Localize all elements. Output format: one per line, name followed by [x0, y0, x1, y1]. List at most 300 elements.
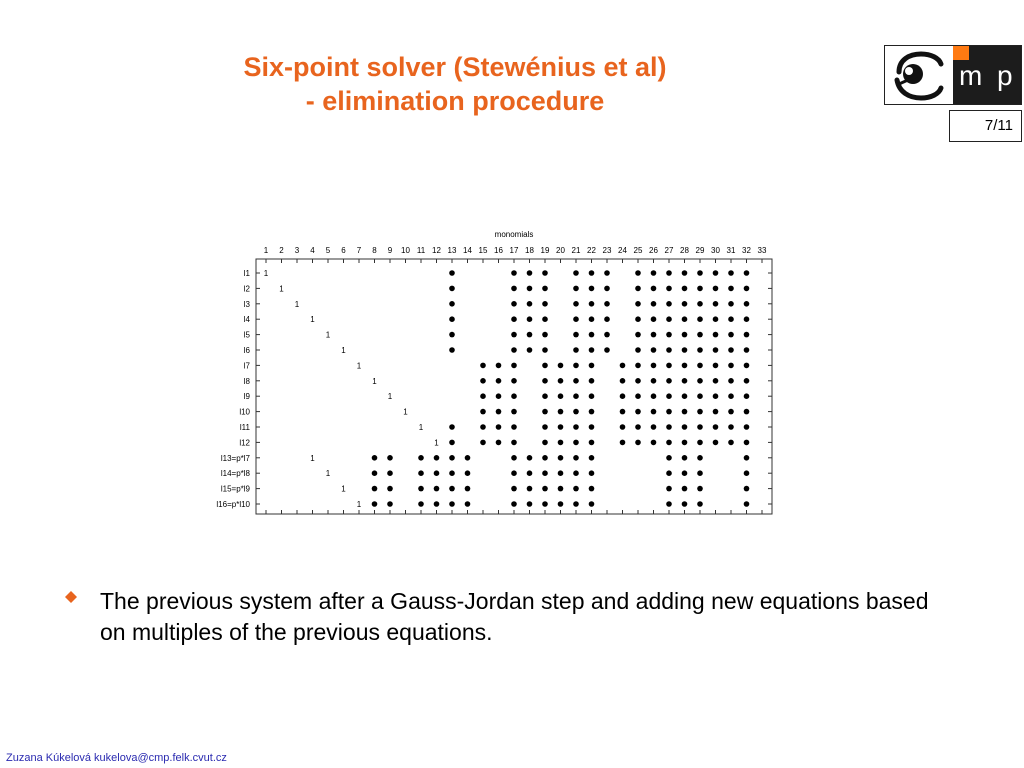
unit-entry: 1 [372, 376, 377, 386]
nonzero-entry [465, 501, 471, 507]
logo-letter-m: m [959, 60, 983, 91]
column-label: 10 [401, 246, 410, 255]
nonzero-entry [589, 393, 595, 399]
nonzero-entry [744, 424, 750, 430]
nonzero-entry [635, 347, 641, 353]
nonzero-entry [418, 470, 424, 476]
nonzero-entry [651, 409, 657, 415]
nonzero-entry [573, 316, 579, 322]
nonzero-entry [573, 378, 579, 384]
nonzero-entry [542, 286, 548, 292]
nonzero-entry [434, 501, 440, 507]
nonzero-entry [418, 455, 424, 461]
nonzero-entry [542, 440, 548, 446]
nonzero-entry [573, 393, 579, 399]
nonzero-entry [527, 270, 533, 276]
nonzero-entry [666, 486, 672, 492]
nonzero-entry [744, 440, 750, 446]
nonzero-entry [682, 286, 688, 292]
nonzero-entry [589, 409, 595, 415]
unit-entry: 1 [341, 484, 346, 494]
cmp-letters [953, 46, 1021, 104]
unit-entry: 1 [403, 407, 408, 417]
column-label: 13 [447, 246, 457, 255]
nonzero-entry [620, 424, 626, 430]
nonzero-entry [511, 440, 517, 446]
nonzero-entry [387, 455, 393, 461]
nonzero-entry [449, 455, 455, 461]
nonzero-entry [372, 501, 378, 507]
nonzero-entry [372, 455, 378, 461]
cmp-logo [884, 45, 1022, 105]
nonzero-entry [682, 270, 688, 276]
nonzero-entry [604, 301, 610, 307]
matrix-header-label: monomials [494, 230, 534, 239]
nonzero-entry [666, 301, 672, 307]
nonzero-entry [728, 378, 734, 384]
nonzero-entry [542, 316, 548, 322]
nonzero-entry [511, 501, 517, 507]
unit-entry: 1 [325, 469, 331, 479]
nonzero-entry [527, 332, 533, 338]
nonzero-entry [511, 470, 517, 476]
nonzero-entry [511, 378, 517, 384]
column-label: 5 [325, 246, 331, 255]
nonzero-entry [682, 409, 688, 415]
nonzero-entry [434, 486, 440, 492]
column-label: 2 [279, 246, 284, 255]
unit-entry: 1 [341, 346, 346, 355]
nonzero-entry [573, 347, 579, 353]
nonzero-entry [713, 378, 719, 384]
nonzero-entry [542, 301, 548, 307]
nonzero-entry [666, 501, 672, 507]
nonzero-entry [635, 316, 641, 322]
nonzero-entry [713, 393, 719, 399]
nonzero-entry [511, 286, 517, 292]
row-label: l10 [239, 407, 250, 417]
nonzero-entry [589, 455, 595, 461]
nonzero-entry [480, 378, 486, 384]
nonzero-entry [527, 470, 533, 476]
nonzero-entry [573, 270, 579, 276]
column-label: 29 [695, 246, 705, 255]
column-label: 18 [525, 246, 534, 255]
nonzero-entry [682, 347, 688, 353]
nonzero-entry [744, 455, 750, 461]
nonzero-entry [449, 347, 455, 353]
nonzero-entry [620, 363, 626, 369]
nonzero-entry [589, 347, 595, 353]
nonzero-entry [651, 301, 657, 307]
nonzero-entry [697, 470, 703, 476]
nonzero-entry [682, 363, 688, 369]
column-label: 24 [618, 246, 627, 255]
nonzero-entry [635, 301, 641, 307]
nonzero-entry [713, 363, 719, 369]
bullet-text: The previous system after a Gauss-Jordan step and adding new equations based on multiples of the previous equations. [100, 588, 929, 645]
nonzero-entry [558, 455, 564, 461]
column-label: 19 [540, 246, 550, 255]
nonzero-entry [651, 316, 657, 322]
column-label: 20 [556, 246, 565, 255]
nonzero-entry [511, 486, 517, 492]
nonzero-entry [465, 455, 471, 461]
nonzero-entry [697, 440, 703, 446]
nonzero-entry [728, 424, 734, 430]
nonzero-entry [728, 270, 734, 276]
bullet-item [64, 586, 944, 648]
nonzero-entry [651, 332, 657, 338]
column-label: 6 [341, 246, 346, 255]
row-label: l5 [243, 330, 250, 340]
nonzero-entry [635, 332, 641, 338]
nonzero-entry [589, 378, 595, 384]
nonzero-entry [713, 270, 719, 276]
row-label: l8 [243, 376, 250, 386]
nonzero-entry [418, 501, 424, 507]
nonzero-entry [527, 347, 533, 353]
nonzero-entry [666, 470, 672, 476]
nonzero-entry [651, 347, 657, 353]
nonzero-entry [744, 286, 750, 292]
nonzero-entry [480, 409, 486, 415]
nonzero-entry [651, 363, 657, 369]
nonzero-entry [542, 270, 548, 276]
nonzero-entry [496, 409, 502, 415]
nonzero-entry [666, 393, 672, 399]
diamond-bullet-icon [64, 590, 78, 604]
nonzero-entry [666, 316, 672, 322]
nonzero-entry [713, 347, 719, 353]
nonzero-entry [589, 301, 595, 307]
nonzero-entry [697, 301, 703, 307]
unit-entry: 1 [294, 299, 300, 309]
nonzero-entry [449, 286, 455, 292]
logo-accent-square [953, 46, 969, 60]
row-label: l4 [243, 315, 250, 325]
nonzero-entry [744, 270, 750, 276]
nonzero-entry [682, 316, 688, 322]
nonzero-entry [697, 270, 703, 276]
row-label: l1 [243, 269, 250, 278]
row-label: l6 [243, 346, 250, 355]
nonzero-entry [589, 332, 595, 338]
row-label: l7 [243, 361, 250, 371]
nonzero-entry [558, 409, 564, 415]
nonzero-entry [682, 440, 688, 446]
nonzero-entry [527, 455, 533, 461]
nonzero-entry [620, 440, 626, 446]
nonzero-entry [666, 424, 672, 430]
nonzero-entry [511, 409, 517, 415]
nonzero-entry [744, 316, 750, 322]
nonzero-entry [573, 363, 579, 369]
nonzero-entry [542, 347, 548, 353]
nonzero-entry [589, 501, 595, 507]
nonzero-entry [480, 440, 486, 446]
nonzero-entry [697, 486, 703, 492]
nonzero-entry [387, 501, 393, 507]
row-label: l9 [243, 392, 250, 402]
nonzero-entry [635, 378, 641, 384]
nonzero-entry [697, 393, 703, 399]
nonzero-entry [449, 470, 455, 476]
monomial-matrix-figure [200, 225, 790, 535]
nonzero-entry [604, 316, 610, 322]
nonzero-entry [604, 347, 610, 353]
page-indicator: 7/11 [949, 110, 1022, 142]
nonzero-entry [527, 486, 533, 492]
nonzero-entry [728, 332, 734, 338]
nonzero-entry [666, 378, 672, 384]
nonzero-entry [697, 286, 703, 292]
nonzero-entry [449, 424, 455, 430]
nonzero-entry [511, 316, 517, 322]
unit-entry: 1 [387, 392, 393, 402]
nonzero-entry [527, 316, 533, 322]
nonzero-entry [728, 347, 734, 353]
nonzero-entry [728, 286, 734, 292]
nonzero-entry [713, 409, 719, 415]
nonzero-entry [713, 332, 719, 338]
column-label: 27 [664, 246, 674, 255]
nonzero-entry [666, 363, 672, 369]
column-label: 25 [633, 246, 643, 255]
nonzero-entry [651, 378, 657, 384]
nonzero-entry [620, 393, 626, 399]
nonzero-entry [511, 424, 517, 430]
nonzero-entry [728, 393, 734, 399]
nonzero-entry [542, 486, 548, 492]
nonzero-entry [744, 393, 750, 399]
nonzero-entry [573, 409, 579, 415]
column-label: 21 [571, 246, 581, 255]
nonzero-entry [527, 286, 533, 292]
column-label: 17 [509, 246, 519, 255]
nonzero-entry [589, 270, 595, 276]
nonzero-entry [589, 470, 595, 476]
nonzero-entry [542, 470, 548, 476]
logo-letter-p: p [997, 60, 1013, 91]
nonzero-entry [589, 316, 595, 322]
unit-entry: 1 [310, 315, 315, 325]
column-label: 4 [310, 246, 315, 255]
nonzero-entry [434, 470, 440, 476]
nonzero-entry [728, 363, 734, 369]
nonzero-entry [697, 501, 703, 507]
nonzero-entry [511, 270, 517, 276]
column-label: 23 [602, 246, 612, 255]
nonzero-entry [542, 393, 548, 399]
nonzero-entry [713, 440, 719, 446]
nonzero-entry [682, 470, 688, 476]
nonzero-entry [635, 424, 641, 430]
nonzero-entry [558, 393, 564, 399]
nonzero-entry [635, 270, 641, 276]
nonzero-entry [511, 393, 517, 399]
row-label: l16=p*l10 [216, 500, 250, 509]
nonzero-entry [666, 440, 672, 446]
nonzero-entry [573, 424, 579, 430]
nonzero-entry [480, 393, 486, 399]
monomial-matrix [200, 225, 790, 535]
nonzero-entry [713, 424, 719, 430]
nonzero-entry [744, 501, 750, 507]
nonzero-entry [744, 409, 750, 415]
column-label: 1 [263, 246, 269, 255]
nonzero-entry [449, 501, 455, 507]
nonzero-entry [387, 486, 393, 492]
row-label: l13=p*l7 [220, 453, 250, 463]
unit-entry: 1 [418, 423, 424, 432]
nonzero-entry [744, 378, 750, 384]
footer-credit: Zuzana Kúkelová kukelova@cmp.felk.cvut.cz [6, 752, 227, 764]
nonzero-entry [713, 301, 719, 307]
nonzero-entry [728, 316, 734, 322]
nonzero-entry [635, 286, 641, 292]
nonzero-entry [635, 363, 641, 369]
nonzero-entry [558, 501, 564, 507]
nonzero-entry [589, 286, 595, 292]
nonzero-entry [558, 378, 564, 384]
nonzero-entry [635, 409, 641, 415]
nonzero-entry [651, 286, 657, 292]
nonzero-entry [542, 378, 548, 384]
nonzero-entry [744, 363, 750, 369]
column-label: 8 [372, 246, 377, 255]
nonzero-entry [682, 501, 688, 507]
nonzero-entry [666, 332, 672, 338]
nonzero-entry [542, 363, 548, 369]
nonzero-entry [604, 286, 610, 292]
nonzero-entry [372, 486, 378, 492]
unit-entry: 1 [263, 269, 269, 278]
nonzero-entry [713, 316, 719, 322]
unit-entry: 1 [434, 438, 439, 448]
nonzero-entry [682, 393, 688, 399]
nonzero-entry [573, 440, 579, 446]
nonzero-entry [744, 301, 750, 307]
column-label: 22 [587, 246, 596, 255]
nonzero-entry [744, 486, 750, 492]
nonzero-entry [496, 424, 502, 430]
nonzero-entry [635, 393, 641, 399]
nonzero-entry [542, 455, 548, 461]
nonzero-entry [573, 301, 579, 307]
nonzero-entry [511, 455, 517, 461]
nonzero-entry [728, 409, 734, 415]
nonzero-entry [697, 455, 703, 461]
nonzero-entry [372, 470, 378, 476]
nonzero-entry [666, 409, 672, 415]
nonzero-entry [558, 363, 564, 369]
nonzero-entry [589, 424, 595, 430]
nonzero-entry [573, 501, 579, 507]
nonzero-entry [728, 440, 734, 446]
unit-entry: 1 [325, 330, 331, 340]
nonzero-entry [635, 440, 641, 446]
nonzero-entry [682, 378, 688, 384]
nonzero-entry [682, 332, 688, 338]
nonzero-entry [713, 286, 719, 292]
nonzero-entry [666, 286, 672, 292]
nonzero-entry [666, 347, 672, 353]
nonzero-entry [449, 301, 455, 307]
nonzero-entry [496, 440, 502, 446]
nonzero-entry [697, 316, 703, 322]
row-label: l14=p*l8 [220, 469, 250, 479]
nonzero-entry [465, 486, 471, 492]
nonzero-entry [744, 347, 750, 353]
unit-entry: 1 [310, 453, 315, 463]
nonzero-entry [434, 455, 440, 461]
nonzero-entry [697, 332, 703, 338]
nonzero-entry [651, 393, 657, 399]
nonzero-entry [496, 378, 502, 384]
nonzero-entry [558, 440, 564, 446]
nonzero-entry [573, 286, 579, 292]
column-label: 32 [742, 246, 751, 255]
slide-title [150, 50, 760, 118]
column-label: 3 [294, 246, 300, 255]
nonzero-entry [418, 486, 424, 492]
nonzero-entry [449, 440, 455, 446]
nonzero-entry [651, 440, 657, 446]
nonzero-entry [527, 301, 533, 307]
nonzero-entry [573, 470, 579, 476]
nonzero-entry [511, 363, 517, 369]
column-label: 26 [649, 246, 658, 255]
nonzero-entry [480, 363, 486, 369]
nonzero-entry [449, 332, 455, 338]
nonzero-entry [666, 270, 672, 276]
nonzero-entry [511, 347, 517, 353]
column-label: 28 [680, 246, 689, 255]
column-label: 33 [757, 246, 767, 255]
nonzero-entry [697, 409, 703, 415]
column-label: 14 [463, 246, 472, 255]
nonzero-entry [558, 486, 564, 492]
nonzero-entry [728, 301, 734, 307]
nonzero-entry [558, 424, 564, 430]
nonzero-entry [449, 316, 455, 322]
nonzero-entry [682, 424, 688, 430]
nonzero-entry [697, 347, 703, 353]
nonzero-entry [527, 501, 533, 507]
nonzero-entry [697, 378, 703, 384]
title-line-1: Six-point solver (Stewénius et al) [243, 52, 667, 82]
row-label: l12 [239, 438, 250, 448]
nonzero-entry [697, 363, 703, 369]
nonzero-entry [387, 470, 393, 476]
column-label: 12 [432, 246, 441, 255]
nonzero-entry [697, 424, 703, 430]
row-label: l15=p*l9 [220, 484, 250, 494]
column-label: 16 [494, 246, 503, 255]
column-label: 15 [478, 246, 488, 255]
nonzero-entry [651, 424, 657, 430]
nonzero-entry [573, 332, 579, 338]
column-label: 7 [356, 246, 362, 255]
nonzero-entry [620, 409, 626, 415]
row-label: l3 [243, 299, 250, 309]
nonzero-entry [496, 363, 502, 369]
nonzero-entry [542, 409, 548, 415]
nonzero-entry [682, 455, 688, 461]
nonzero-entry [604, 270, 610, 276]
nonzero-entry [682, 301, 688, 307]
